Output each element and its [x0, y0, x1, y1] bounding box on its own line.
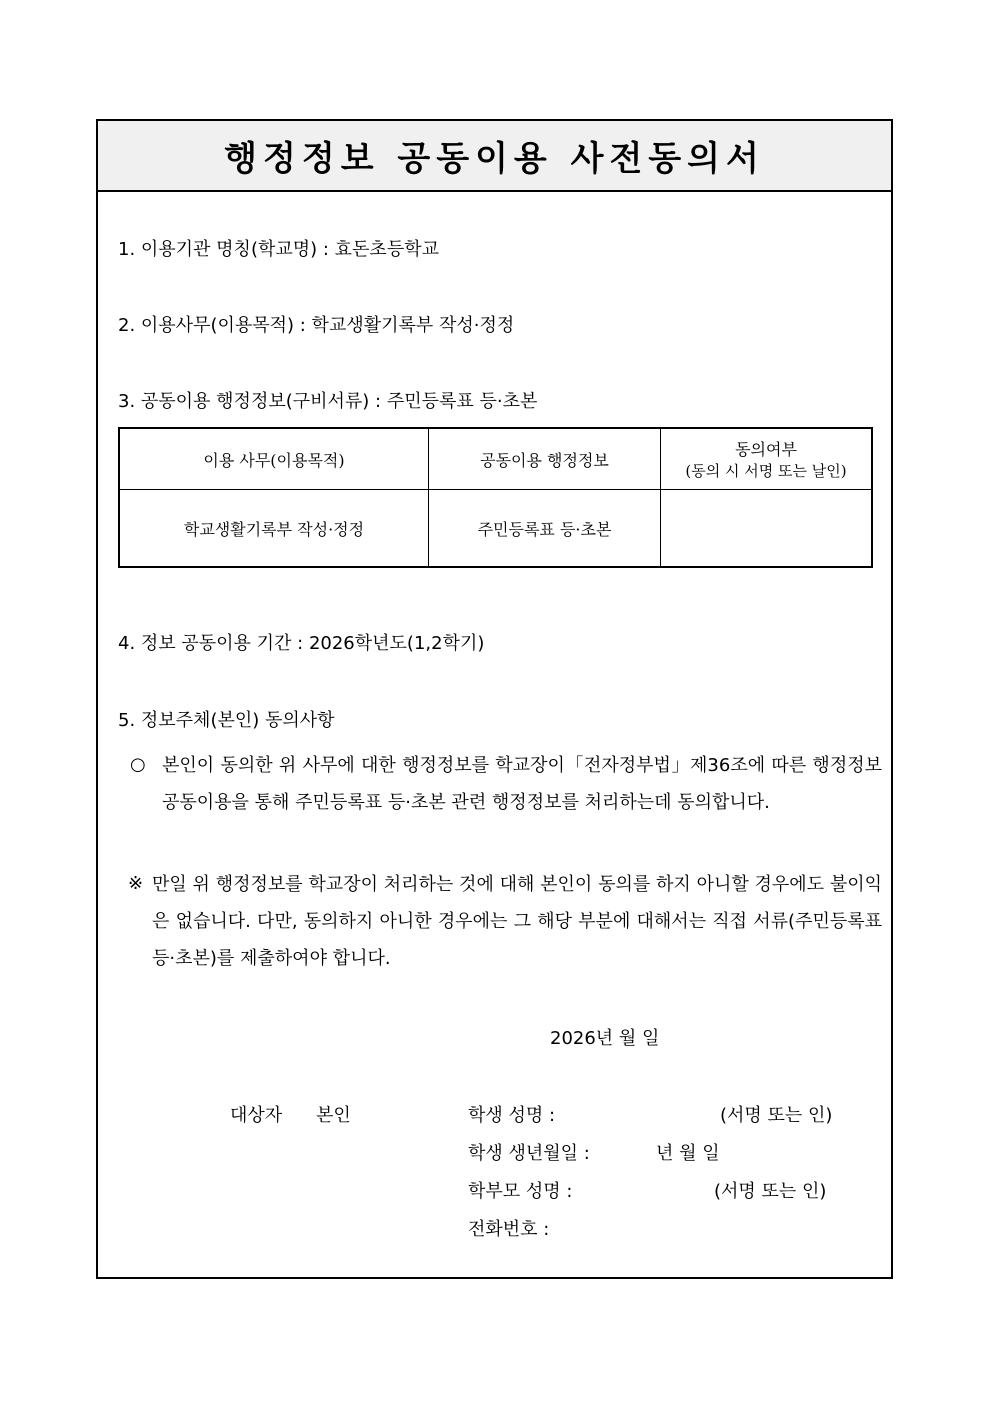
item-consent-heading: 5. 정보주체(본인) 동의사항 [118, 710, 335, 731]
date-line: 2026년 월 일 [550, 1028, 660, 1049]
consent-form-frame [96, 119, 893, 1279]
student-name-label: 학생 성명 : [468, 1105, 556, 1126]
consent-bullet: ○ [130, 754, 146, 775]
table-row [119, 490, 872, 568]
item-documents: 3. 공동이용 행정정보(구비서류) : 주민등록표 등·초본 [118, 391, 538, 412]
subject-value: 본인 [316, 1105, 351, 1126]
page-title: 행정정보 공동이용 사전동의서 [224, 139, 765, 179]
title-bar [98, 121, 891, 192]
student-name-sign: (서명 또는 인) [720, 1105, 833, 1126]
phone-label: 전화번호 : [468, 1219, 550, 1240]
table-cell-signature[interactable] [661, 490, 873, 568]
table-header-consent [661, 428, 873, 490]
item-purpose: 2. 이용사무(이용목적) : 학교생활기록부 작성·정정 [118, 315, 515, 336]
subject-label: 대상자 [230, 1105, 283, 1126]
table-header-row [119, 428, 872, 490]
consent-text [162, 747, 882, 821]
consent-text-body: 본인이 동의한 위 사무에 대한 행정정보를 학교장이「전자정부법」제36조에 따른 행정정보 공동이용을 통해 주민등록표 등·초본 관련 행정정보를 처리하는데 동의합니다. [162, 755, 882, 813]
birth-units: 년 월 일 [656, 1143, 720, 1164]
table-header-consent-title: 동의여부 [735, 440, 797, 459]
item-period: 4. 정보 공동이용 기간 : 2026학년도(1,2학기) [118, 633, 485, 654]
parent-name-sign: (서명 또는 인) [714, 1181, 827, 1202]
table-header-purpose: 이용 사무(이용목적) [119, 428, 429, 490]
note-mark: ※ [128, 873, 144, 894]
table-cell-admin-info: 주민등록표 등·초본 [429, 490, 661, 568]
consent-table [118, 427, 873, 568]
note-text-body: 만일 위 행정정보를 학교장이 처리하는 것에 대해 본인이 동의를 하지 아니할 경우에도 불이익은 없습니다. 다만, 동의하지 아니한 경우에는 그 해당 부분에 대해서는 직접 서류(주민등록표 등·초본)를 제출하여야 합니다. [152, 874, 882, 969]
item-institution: 1. 이용기관 명칭(학교명) : 효돈초등학교 [118, 239, 439, 260]
table-header-admin-info: 공동이용 행정정보 [429, 428, 661, 490]
student-birth-label: 학생 생년월일 : [468, 1143, 590, 1164]
note-text [152, 866, 882, 977]
table-cell-purpose: 학교생활기록부 작성·정정 [119, 490, 429, 568]
parent-name-label: 학부모 성명 : [468, 1181, 573, 1202]
table-header-consent-sub: (동의 시 서명 또는 날인) [685, 462, 847, 480]
